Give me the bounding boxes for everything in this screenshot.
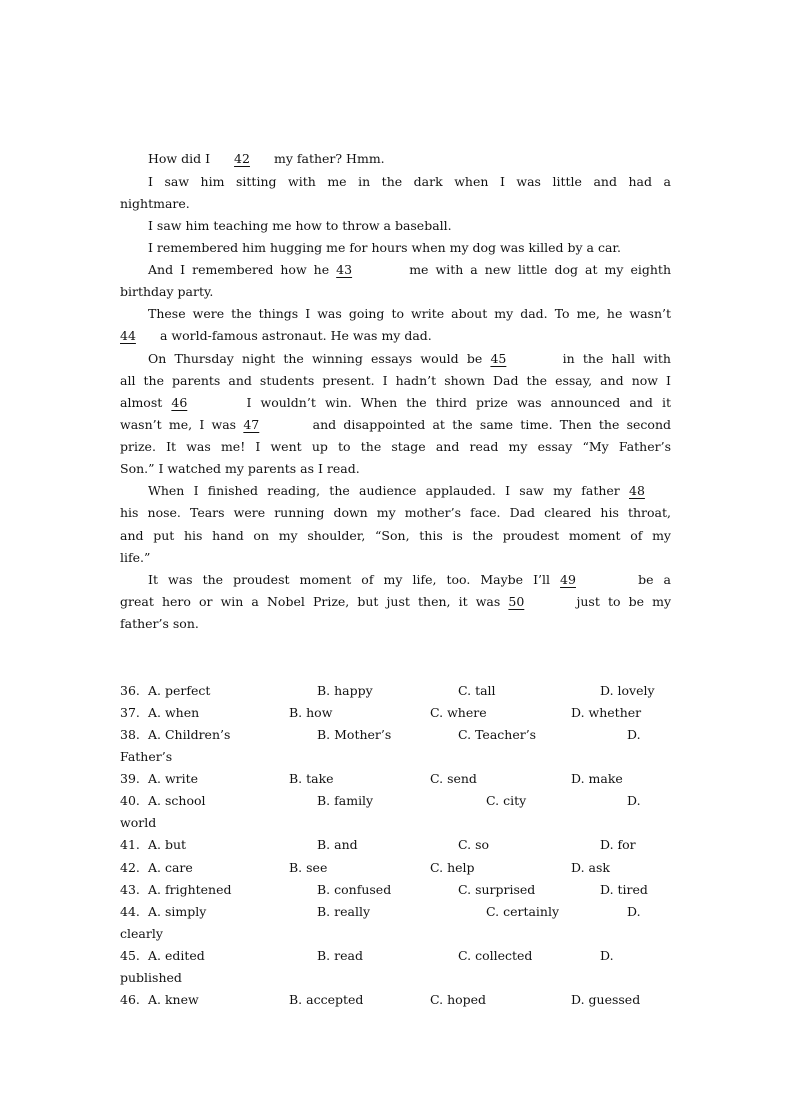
option-c: C. so [458, 837, 490, 852]
option-b: B. take [289, 771, 334, 786]
option-d: D. tired [600, 882, 648, 897]
passage-line: On Thursday night the winning essays would be 45 in the hall with [148, 348, 671, 370]
option-a: A. school [148, 793, 206, 808]
option-d: D. [600, 948, 614, 963]
passage-line: When I finished reading, the audience applauded. I saw my father 48 [148, 480, 671, 502]
option-a: A. simply [148, 904, 207, 919]
question-number: 41. [120, 837, 140, 852]
blank-42: 42 [234, 151, 250, 166]
question-number: 40. [120, 793, 140, 808]
option-b: B. happy [317, 683, 373, 698]
passage-line: his nose. Tears were running down my mother’s face. Dad cleared his throat, [120, 505, 671, 520]
question-number: 43. [120, 882, 140, 897]
option-c: C. tall [458, 683, 496, 698]
option-d-text: Father’s [120, 749, 173, 764]
passage-line: prize. It was me! I went up to the stage and read my essay “My Father’s [120, 439, 671, 454]
question-number: 42. [120, 860, 140, 875]
blank-49: 49 [560, 572, 576, 587]
option-a: A. write [148, 771, 199, 786]
question-number: 36. [120, 683, 140, 698]
option-c: C. where [430, 705, 487, 720]
option-a: A. but [148, 837, 187, 852]
question-number: 38. [120, 727, 140, 742]
option-d-text: published [120, 970, 182, 985]
option-b: B. how [289, 705, 333, 720]
option-d: D. whether [571, 705, 642, 720]
passage-line: birthday party. [120, 284, 214, 299]
passage-line: great hero or win a Nobel Prize, but just then, it was 50 just to be my [120, 591, 671, 613]
option-b: B. family [317, 793, 374, 808]
blank-43: 43 [336, 262, 353, 277]
passage-line: almost 46 I wouldn’t win. When the third prize was announced and it [120, 392, 671, 414]
passage-line: These were the things I was going to write about my dad. To me, he wasn’t [148, 306, 671, 321]
option-a: A. edited [148, 948, 205, 963]
passage-line: all the parents and students present. I hadn’t shown Dad the essay, and now I [120, 373, 671, 388]
blank-45: 45 [490, 351, 507, 366]
blank-47: 47 [243, 417, 260, 432]
option-a: A. Children’s [148, 727, 231, 742]
option-b: B. confused [317, 882, 392, 897]
question-number: 39. [120, 771, 140, 786]
passage-line: I saw him teaching me how to throw a baseball. [148, 218, 452, 233]
passage-line: How did I 42 my father? Hmm. [148, 148, 671, 170]
option-b: B. Mother’s [317, 727, 392, 742]
option-b: B. accepted [289, 992, 364, 1007]
passage-line: 44 a world-famous astronaut. He was my dad. [120, 325, 671, 347]
option-a: A. care [148, 860, 193, 875]
question-number: 44. [120, 904, 140, 919]
blank-50: 50 [508, 594, 525, 609]
option-c: C. Teacher’s [458, 727, 537, 742]
option-d: D. [627, 904, 641, 919]
option-b: B. really [317, 904, 371, 919]
option-a: A. perfect [148, 683, 211, 698]
question-number: 46. [120, 992, 140, 1007]
option-d: D. [627, 727, 641, 742]
option-a: A. knew [148, 992, 199, 1007]
option-c: C. city [486, 793, 527, 808]
passage-line: Son.” I watched my parents as I read. [120, 461, 360, 476]
blank-44: 44 [120, 328, 136, 343]
option-c: C. hoped [430, 992, 487, 1007]
option-c: C. help [430, 860, 475, 875]
passage-line: And I remembered how he 43 me with a new little dog at my eighth [148, 259, 671, 281]
option-c: C. collected [458, 948, 533, 963]
option-c: C. surprised [458, 882, 536, 897]
option-d-text: world [120, 815, 157, 830]
blank-48: 48 [629, 483, 645, 498]
option-d: D. lovely [600, 683, 655, 698]
option-c: C. send [430, 771, 477, 786]
option-b: B. read [317, 948, 363, 963]
option-d: D. make [571, 771, 623, 786]
question-number: 45. [120, 948, 140, 963]
option-d: D. for [600, 837, 636, 852]
passage-line: It was the proudest moment of my life, too. Maybe I’ll 49 be a [148, 569, 671, 591]
passage-line: nightmare. [120, 196, 190, 211]
option-d: D. guessed [571, 992, 641, 1007]
option-d: D. [627, 793, 641, 808]
passage-line: father’s son. [120, 616, 199, 631]
option-a: A. frightened [148, 882, 232, 897]
passage-line: life.” [120, 550, 151, 565]
option-b: B. see [289, 860, 328, 875]
passage-line: I saw him sitting with me in the dark when I was little and had a [148, 174, 671, 189]
option-b: B. and [317, 837, 358, 852]
blank-46: 46 [171, 395, 188, 410]
passage-line: I remembered him hugging me for hours when my dog was killed by a car. [148, 240, 621, 255]
passage-line: wasn’t me, I was 47 and disappointed at the same time. Then the second [120, 414, 671, 436]
passage-line: and put his hand on my shoulder, “Son, this is the proudest moment of my [120, 528, 671, 543]
option-d: D. ask [571, 860, 610, 875]
option-d-text: clearly [120, 926, 163, 941]
option-c: C. certainly [486, 904, 560, 919]
option-a: A. when [148, 705, 200, 720]
question-number: 37. [120, 705, 140, 720]
